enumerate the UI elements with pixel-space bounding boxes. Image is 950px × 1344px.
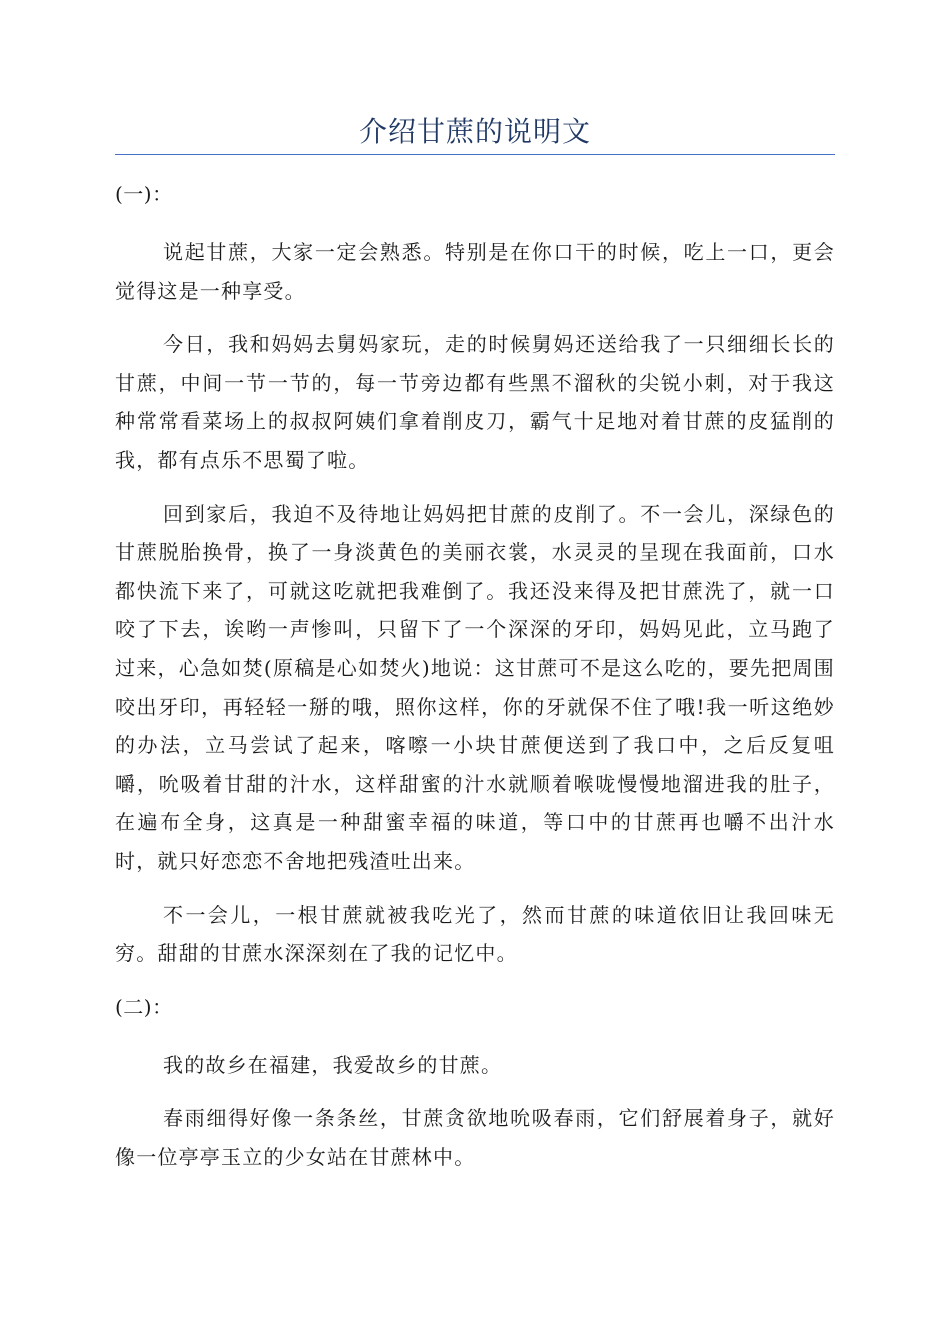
document-title: 介绍甘蔗的说明文	[358, 115, 591, 148]
title-underline	[115, 154, 835, 155]
paragraph: 回到家后，我迫不及待地让妈妈把甘蔗的皮削了。不一会儿，深绿色的甘蔗脱胎换骨，换了一身淡黄色的美丽衣裳，水灵灵的呈现在我面前，口水都快流下来了，可就这吃就把我难倒了。我还没来得及把甘蔗洗了，就一口咬了下去，诶哟一声惨叫，只留下了一个深深的牙印，妈妈见此，立马跑了过来，心急如焚(原稿是心如焚火)地说：这甘蔗可不是这么吃的，要先把周围咬出牙印，再轻轻一掰的哦，照你这样，你的牙就保不住了哦!我一听这绝妙的办法，立马尝试了起来，喀嚓一小块甘蔗便送到了我口中，之后反复咀嚼，吮吸着甘甜的汁水，这样甜蜜的汁水就顺着喉咙慢慢地溜进我的肚子，在遍布全身，这真是一种甜蜜幸福的味道，等口中的甘蔗再也嚼不出汁水时，就只好恋恋不舍地把残渣吐出来。	[115, 501, 835, 873]
document-body	[115, 175, 835, 1191]
paragraph: 不一会儿，一根甘蔗就被我吃光了，然而甘蔗的味道依旧让我回味无穷。甜甜的甘蔗水深深刻在了我的记忆中。	[115, 902, 835, 966]
section-heading-1: (一)：	[115, 182, 173, 206]
paragraph: 说起甘蔗，大家一定会熟悉。特别是在你口干的时候，吃上一口，更会觉得这是一种享受。	[115, 240, 835, 303]
paragraph: 我的故乡在福建，我爱故乡的甘蔗。	[163, 1052, 503, 1077]
section-heading-2: (二)：	[115, 994, 173, 1019]
paragraph: 春雨细得好像一条条丝，甘蔗贪欲地吮吸春雨，它们舒展着身子，就好像一位亭亭玉立的少女站在甘蔗林中。	[115, 1106, 835, 1169]
paragraph: 今日，我和妈妈去舅妈家玩，走的时候舅妈还送给我了一只细细长长的甘蔗，中间一节一节的，每一节旁边都有些黑不溜秋的尖锐小刺，对于我这种常常看菜场上的叔叔阿姨们拿着削皮刀，霸气十足地对着甘蔗的皮猛削的我，都有点乐不思蜀了啦。	[115, 332, 835, 472]
